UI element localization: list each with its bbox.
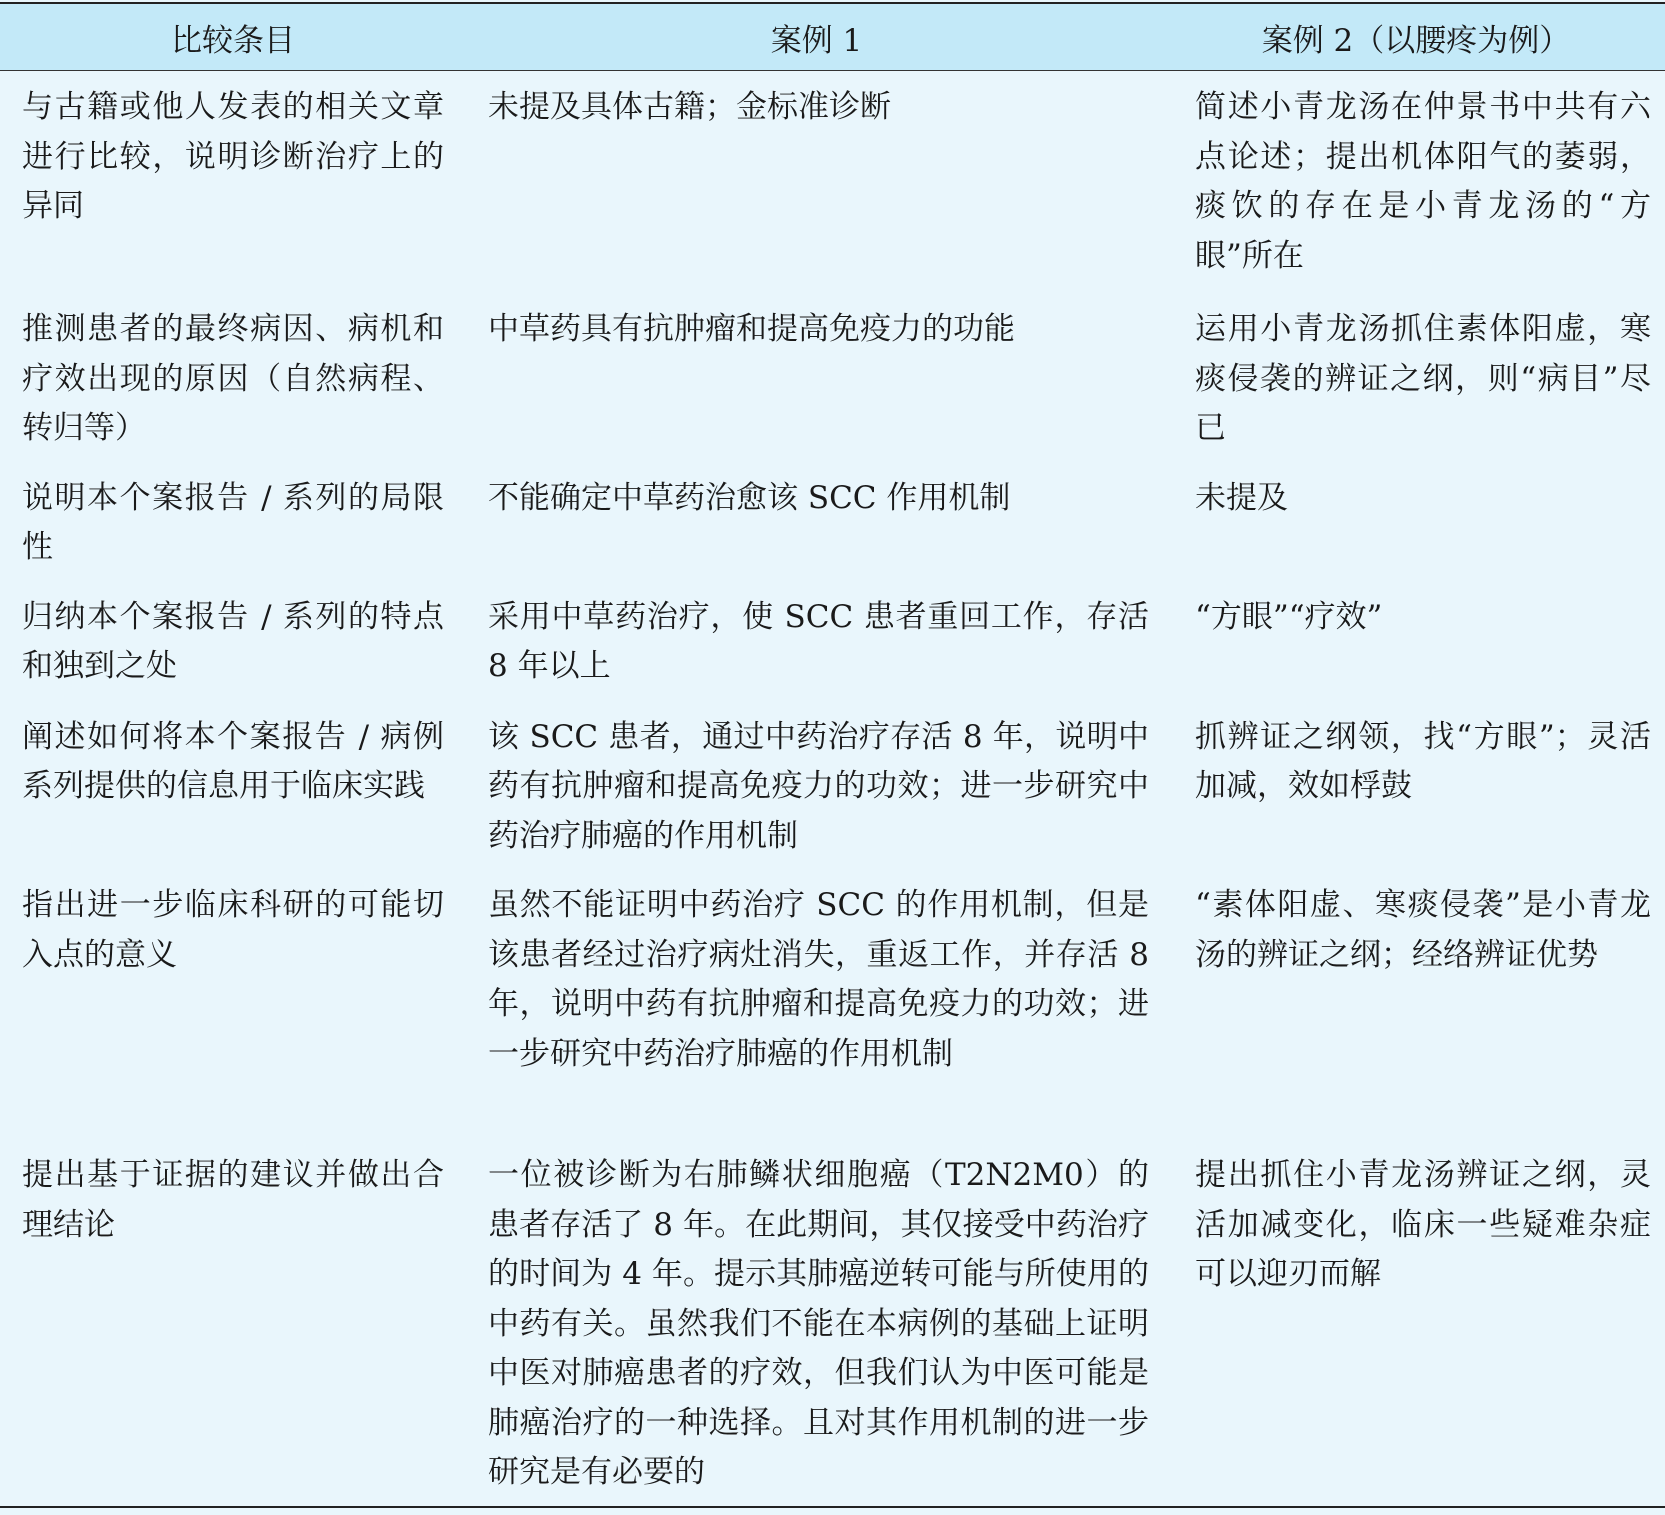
cell-case1: 采用中草药治疗，使 SCC 患者重回工作，存活 8 年以上 [488, 598, 1149, 684]
table-row [0, 869, 1665, 1139]
cell-item: 指出进一步临床科研的可能切入点的意义 [22, 887, 444, 973]
table-row [0, 1139, 1665, 1507]
header-col-case2: 案例 2（以腰疼为例） [1167, 3, 1665, 71]
cell-item: 阐述如何将本个案报告 / 病例系列提供的信息用于临床实践 [22, 718, 444, 804]
cell-case1: 不能确定中草药治愈该 SCC 作用机制 [488, 479, 1011, 516]
table-row [0, 293, 1665, 462]
cell-case2: 运用小青龙汤抓住素体阳虚，寒痰侵袭的辨证之纲，则“病目”尽已 [1195, 311, 1651, 446]
table-header [0, 3, 1665, 71]
cell-case1: 该 SCC 患者，通过中药治疗存活 8 年，说明中药有抗肿瘤和提高免疫力的功效；进一步研究中药治疗肺癌的作用机制 [488, 718, 1149, 854]
cell-case2: 抓辨证之纲领，找“方眼”；灵活加减，效如桴鼓 [1195, 718, 1651, 804]
cell-item: 与古籍或他人发表的相关文章进行比较，说明诊断治疗上的异同 [22, 89, 444, 224]
cell-item: 提出基于证据的建议并做出合理结论 [0, 1139, 466, 1507]
table-body [0, 71, 1665, 1507]
cell-case2: “方眼”“疗效” [1195, 598, 1383, 635]
table-row [0, 462, 1665, 581]
cell-case1: 虽然不能证明中药治疗 SCC 的作用机制，但是该患者经过治疗病灶消失，重返工作，并存活 8 年，说明中药有抗肿瘤和提高免疫力的功效；进一步研究中药治疗肺癌的作用机制 [488, 887, 1149, 1072]
cell-case1: 中草药具有抗肿瘤和提高免疫力的功能 [488, 311, 1015, 347]
cell-item: 说明本个案报告 / 系列的局限性 [22, 479, 444, 565]
cell-item: 推测患者的最终病因、病机和疗效出现的原因（自然病程、转归等） [22, 311, 444, 446]
cell-case2: 未提及 [1195, 479, 1288, 516]
header-col-case1: 案例 1 [466, 3, 1167, 71]
cell-case2: 简述小青龙汤在仲景书中共有六点论述；提出机体阳气的萎弱，痰饮的存在是小青龙汤的“方眼”所在 [1195, 89, 1651, 274]
cell-case2: “素体阳虚、寒痰侵袭”是小青龙汤的辨证之纲；经络辨证优势 [1195, 887, 1651, 973]
table-row [0, 71, 1665, 294]
cell-case1: 一位被诊断为右肺鳞状细胞癌（T2N2M0）的患者存活了 8 年。在此期间，其仅接受中药治疗的时间为 4 年。提示其肺癌逆转可能与所使用的中药有关。虽然我们不能在本病例的基础上证明中医对肺癌患者的疗效，但我们认为中医可能是肺癌治疗的一种选择。且对其作用机制的进一步研究是有必要的 [466, 1139, 1167, 1507]
cell-item: 归纳本个案报告 / 系列的特点和独到之处 [22, 598, 444, 684]
header-row [0, 3, 1665, 71]
table-row [0, 581, 1665, 701]
cell-case1: 未提及具体古籍；金标准诊断 [488, 89, 891, 125]
header-col-item: 比较条目 [0, 3, 466, 71]
comparison-table [0, 2, 1665, 1508]
table-row [0, 701, 1665, 870]
cell-case2: 提出抓住小青龙汤辨证之纲，灵活加减变化，临床一些疑难杂症可以迎刃而解 [1167, 1139, 1665, 1507]
